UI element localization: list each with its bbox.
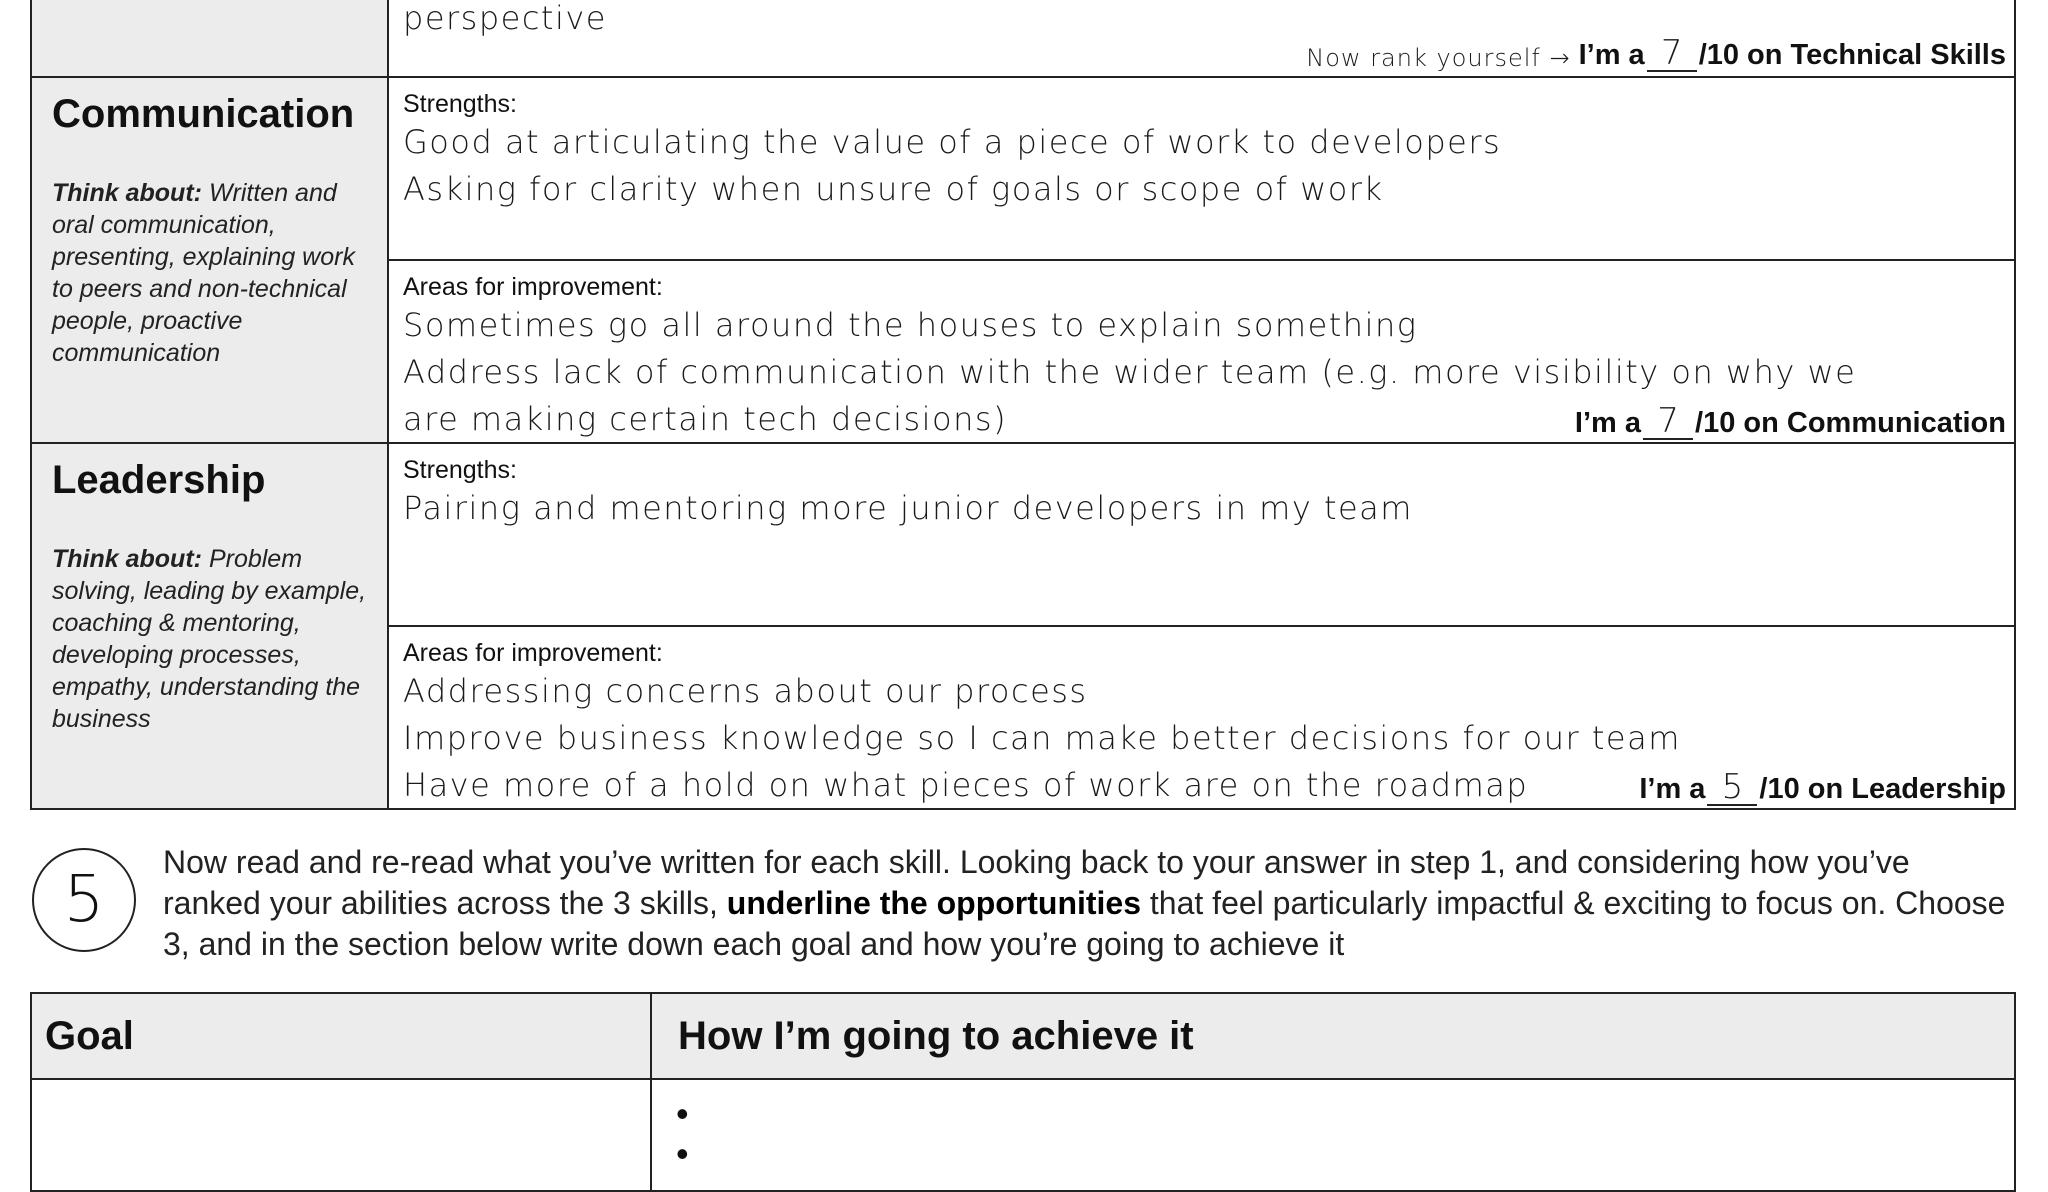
handwritten-line: Sometimes go all around the houses to explain something bbox=[403, 306, 1418, 344]
rank-value: 7 bbox=[1643, 404, 1693, 440]
rank-value: 5 bbox=[1707, 770, 1757, 806]
technical-skills-label-cell bbox=[32, 0, 389, 76]
how-column-header: How I’m going to achieve it bbox=[678, 1013, 1194, 1058]
rank-suffix: /10 on Communication bbox=[1695, 407, 2006, 439]
instruction-text-after: that feel particularly impactful & exciting to focus on. Choose 3, and in the section below write down each goal and how you’re going to achieve it bbox=[163, 885, 2006, 962]
technical-skills-improvement-cell bbox=[389, 0, 2014, 76]
rank-suffix: /10 on Leadership bbox=[1759, 773, 2006, 805]
step-number-badge: 5 bbox=[32, 848, 136, 952]
handwritten-line: Have more of a hold on what pieces of work are on the roadmap bbox=[403, 766, 1529, 804]
rank-prefix: I’m a bbox=[1578, 39, 1645, 71]
communication-row bbox=[32, 76, 2014, 442]
leadership-rank bbox=[1639, 767, 2006, 807]
bullet-point: • bbox=[676, 1133, 689, 1174]
rank-prefix: I’m a bbox=[1574, 407, 1642, 439]
step5-instruction bbox=[163, 842, 2013, 965]
improvement-label: Areas for improvement: bbox=[403, 639, 663, 667]
handwritten-line: Asking for clarity when unsure of goals or scope of work bbox=[403, 170, 1384, 208]
think-about-label: Think about: bbox=[52, 545, 202, 573]
handwritten-line: Address lack of communication with the wider team (e.g. more visibility on why we bbox=[403, 353, 1857, 391]
handwritten-line: Pairing and mentoring more junior developers in my team bbox=[403, 489, 1413, 527]
how-cell bbox=[652, 1080, 689, 1190]
handwritten-line: are making certain tech decisions) bbox=[403, 400, 1008, 438]
handwritten-line: perspective bbox=[403, 0, 607, 37]
rank-prompt: Now rank yourself → bbox=[1306, 44, 1571, 72]
rank-value: 7 bbox=[1647, 36, 1697, 72]
communication-think-about bbox=[52, 177, 367, 369]
technical-skills-rank bbox=[1306, 33, 2006, 73]
communication-rank bbox=[1574, 401, 2006, 441]
think-about-text: Problem solving, leading by example, coaching & mentoring, developing processes, empathy, understanding the business bbox=[52, 545, 367, 733]
leadership-think-about bbox=[52, 543, 367, 735]
handwritten-line: Addressing concerns about our process bbox=[403, 672, 1088, 710]
leadership-label-cell bbox=[32, 444, 389, 808]
strengths-label: Strengths: bbox=[403, 456, 517, 484]
bullet-point: • bbox=[676, 1093, 689, 1134]
leadership-row bbox=[32, 442, 2014, 808]
communication-improvement-cell bbox=[389, 259, 2014, 442]
goal-table-row bbox=[32, 1080, 2014, 1190]
goal-table bbox=[30, 992, 2016, 1192]
leadership-improvement-cell bbox=[389, 625, 2014, 808]
skills-table bbox=[30, 0, 2016, 810]
instruction-text-bold: underline the opportunities bbox=[726, 885, 1142, 921]
handwritten-line: Good at articulating the value of a piece of work to developers bbox=[403, 123, 1502, 161]
strengths-label: Strengths: bbox=[403, 90, 517, 118]
communication-title: Communication bbox=[52, 92, 355, 136]
instruction-text-before: Now read and re-read what you’ve written for each skill. Looking back to your answer in step 1, and considering how you’ve ranked your abilities across the 3 skills, bbox=[163, 844, 1910, 921]
communication-strengths-cell bbox=[389, 78, 2014, 259]
think-about-text: Written and oral communication, presenting, explaining work to peers and non-technical people, proactive communication bbox=[52, 179, 355, 367]
leadership-strengths-cell bbox=[389, 444, 2014, 625]
think-about-label: Think about: bbox=[52, 179, 202, 207]
rank-suffix: /10 on Technical Skills bbox=[1698, 39, 2006, 71]
leadership-title: Leadership bbox=[52, 458, 266, 502]
goal-column-header: Goal bbox=[32, 994, 652, 1078]
technical-skills-row bbox=[32, 0, 2014, 76]
improvement-label: Areas for improvement: bbox=[403, 273, 663, 301]
goal-table-header bbox=[32, 994, 2014, 1080]
handwritten-line: Improve business knowledge so I can make better decisions for our team bbox=[403, 719, 1681, 757]
goal-cell bbox=[32, 1080, 652, 1190]
rank-prefix: I’m a bbox=[1639, 773, 1706, 805]
communication-label-cell bbox=[32, 78, 389, 442]
